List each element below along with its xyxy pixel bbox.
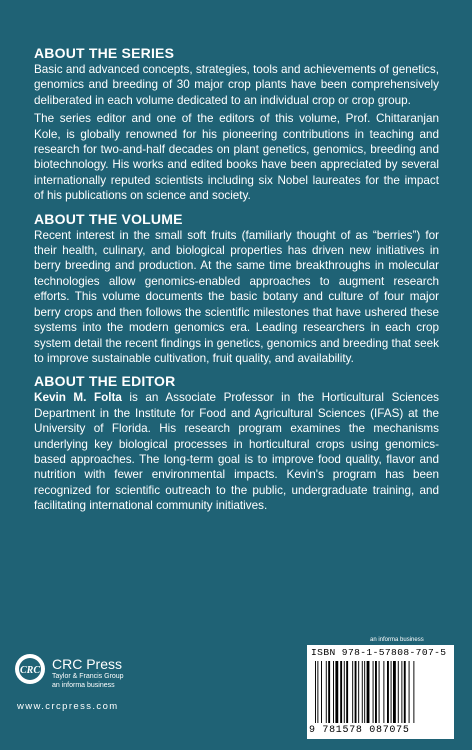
barcode-bar xyxy=(367,661,370,723)
barcode-bar xyxy=(358,661,359,723)
barcode-bar xyxy=(321,661,322,723)
barcode-bar xyxy=(335,661,338,723)
about-editor-paragraph xyxy=(34,390,439,513)
crc-logo-icon xyxy=(14,653,46,685)
about-editor-section xyxy=(34,372,439,513)
barcode-bar xyxy=(344,661,345,723)
barcode-bar xyxy=(355,661,357,723)
barcode-bar xyxy=(375,661,377,723)
barcode-bar xyxy=(362,661,363,723)
barcode-bar xyxy=(333,661,334,723)
barcode-bar xyxy=(326,661,327,723)
about-series-paragraph-2: The series editor and one of the editors of this volume, Prof. Chittaranjan Kole, is globally renowned for his pioneering contributions in teaching and research for two-and-half decades on plant genetics, genomics, breeding and biotechnology. His works and edited books have been appreciated by several internationally reputed scientists including six Nobel laureates for the impact of his publications on science and society. xyxy=(34,112,439,203)
barcode-bar xyxy=(373,661,374,723)
about-volume-heading: ABOUT THE VOLUME xyxy=(34,210,183,227)
publisher-informa: an informa business xyxy=(52,682,115,689)
ean-number: 9 781578 087075 xyxy=(309,725,410,736)
barcode-bar xyxy=(352,661,353,723)
publisher-url: www.crcpress.com xyxy=(17,701,119,712)
editor-name: Kevin M. Folta xyxy=(34,391,122,405)
back-cover-text xyxy=(34,44,439,520)
barcode-bar xyxy=(393,661,396,723)
barcode-bar xyxy=(315,661,316,723)
barcode-bar xyxy=(328,661,330,723)
about-volume-section xyxy=(34,210,439,367)
barcode-bar xyxy=(317,661,318,723)
barcode-bar xyxy=(364,661,365,723)
barcode-bar xyxy=(387,661,389,723)
barcode-bar xyxy=(413,661,414,723)
isbn-barcode xyxy=(307,645,454,739)
barcode-bar xyxy=(383,661,384,723)
barcode-bars xyxy=(315,661,447,723)
barcode-bar xyxy=(401,661,402,723)
barcode-bar xyxy=(391,661,392,723)
about-editor-heading: ABOUT THE EDITOR xyxy=(34,373,176,390)
editor-bio: is an Associate Professor in the Horticultural Sciences Department in the Institute for Food and Agricultural Sciences (IFAS) at the University of Florida. His research program examines the mechanisms underlying key biological processes in horticultural crops using genomics-based approaches. The long-term goal is to improve food quality, flavor and nutrition with fewer environmental impacts. Kevin's program has been recognized for scientific outreach to the public, undergraduate training, and facilitating international community initiatives. xyxy=(34,391,439,513)
barcode-bar xyxy=(346,661,348,723)
about-series-heading: ABOUT THE SERIES xyxy=(34,45,175,61)
publisher-name: CRC Press xyxy=(52,656,123,672)
informa-business-label: an informa business xyxy=(370,637,424,643)
about-series-section xyxy=(34,44,439,204)
barcode-bar xyxy=(340,661,342,723)
crc-logo-lettering: CRC xyxy=(19,665,41,676)
about-volume-paragraph: Recent interest in the small soft fruits (familiarly thought of as “berries”) for their health, culinary, and biological properties has driven new initiatives in berry breeding and production. At the same time breakthroughs in molecular technologies allow genomics-enabled approaches to augment research efforts. This volume documents the basic botany and culture of four major berry crops and then follows the scientific milestones that have ushered these systems into the modern genomics era. Leading researchers in each crop system detail the recent findings in genetics, genomics and breeding that seek to improve sustainable cultivation, fruit quality, and availability. xyxy=(34,228,439,365)
publisher-group: Taylor & Francis Group xyxy=(52,673,124,680)
barcode-bar xyxy=(398,661,399,723)
barcode-bar xyxy=(409,661,410,723)
barcode-bar xyxy=(404,661,406,723)
about-series-paragraph-1: Basic and advanced concepts, strategies, tools and achievements of genetics, genomics and breeding of 30 major crop plants have been comprehensively deliberated in each volume dedicated to an individual crop or crop group. xyxy=(34,63,439,107)
isbn-text: ISBN 978-1-57808-707-5 xyxy=(311,647,447,658)
barcode-bar xyxy=(379,661,380,723)
